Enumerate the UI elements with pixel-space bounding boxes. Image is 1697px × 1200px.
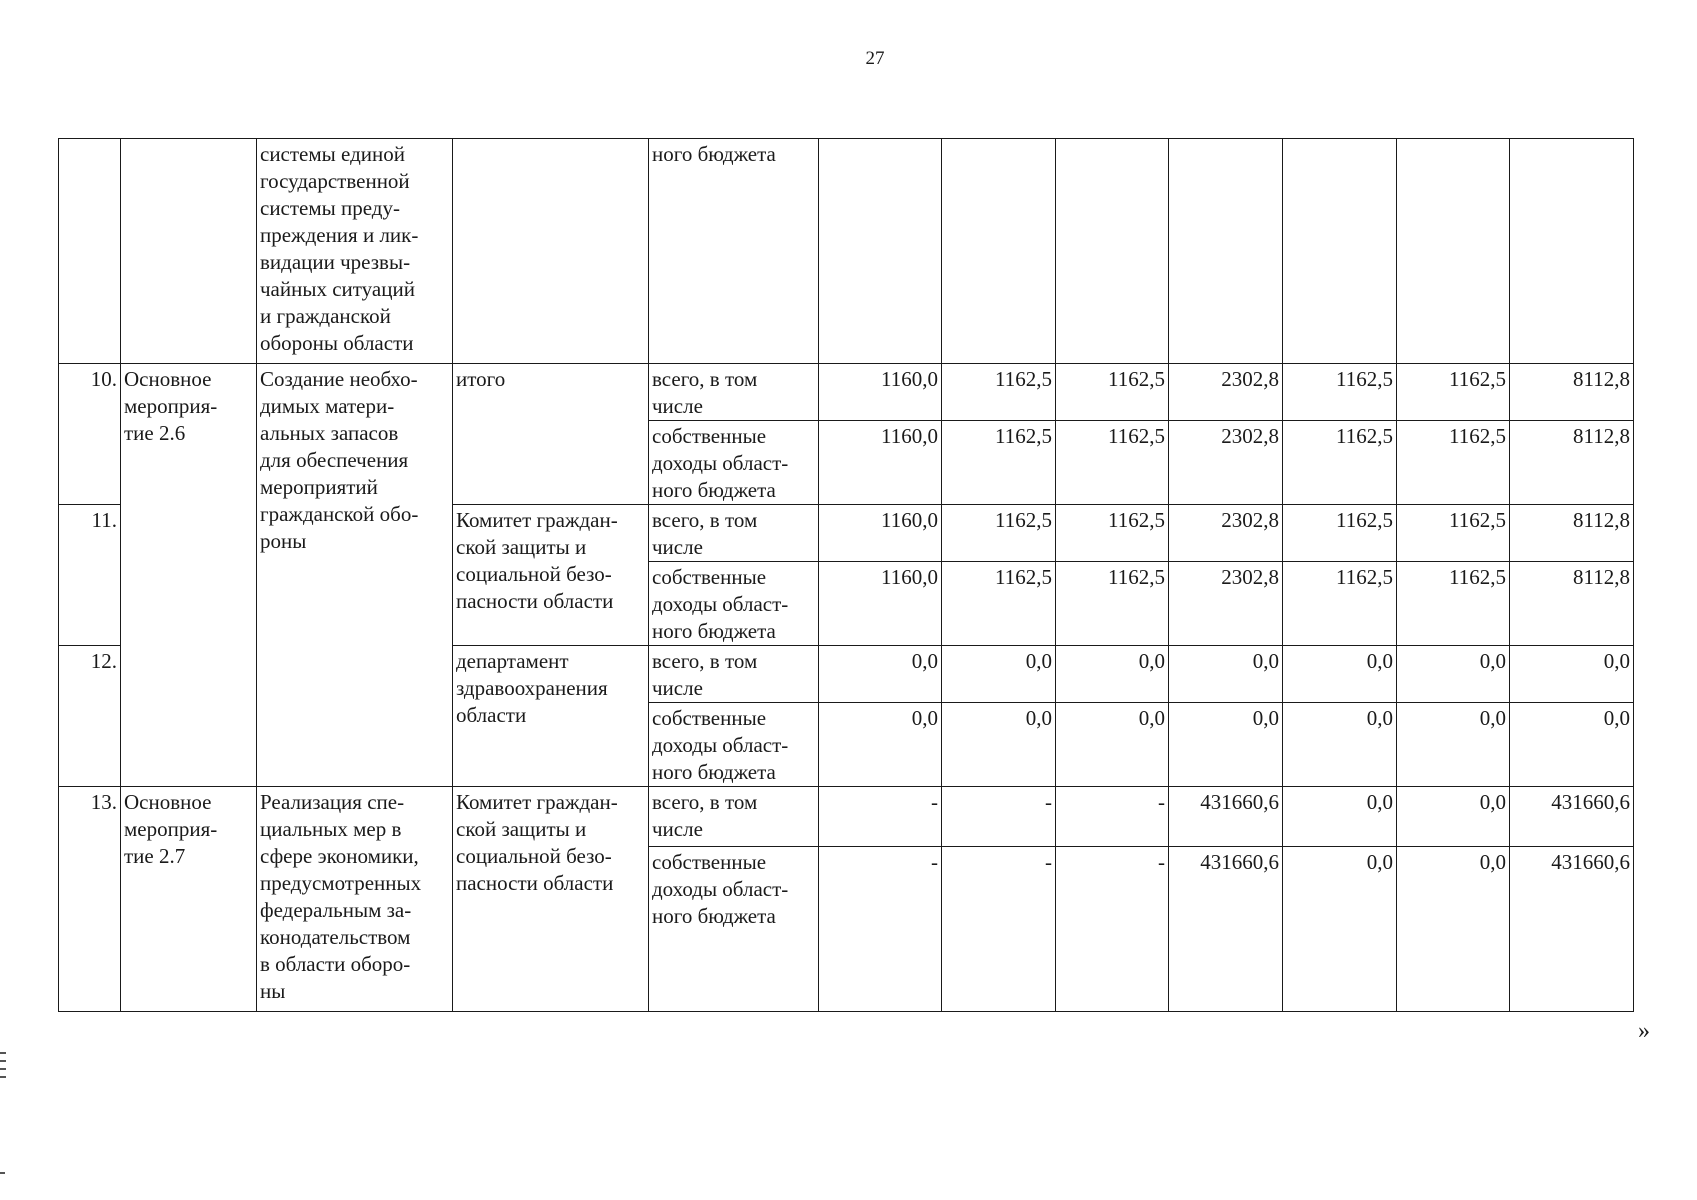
value-cell: 0,0 [819,703,942,787]
value-cell: - [819,847,942,1012]
executor-cell: департамент здравоохранения области [453,646,649,787]
funding-source-cell: ного бюджета [649,139,819,364]
value-cell: 0,0 [1283,847,1397,1012]
value-cell: 1160,0 [819,421,942,505]
value-cell: 1162,5 [1283,505,1397,562]
value-cell: 1160,0 [819,364,942,421]
total-value-cell: 0,0 [1510,646,1634,703]
value-cell: - [819,787,942,847]
value-cell: 0,0 [1397,847,1510,1012]
value-cell: 2302,8 [1169,364,1283,421]
value-cell: 431660,6 [1169,787,1283,847]
executor-cell: Комитет граждан- ской защиты и социальной безо- пасности области [453,505,649,646]
value-cell: 0,0 [1169,646,1283,703]
value-cell: 1162,5 [942,421,1056,505]
value-cell: 0,0 [1397,787,1510,847]
total-value-cell: 8112,8 [1510,421,1634,505]
funding-source-cell: собственные доходы област- ного бюджета [649,562,819,646]
code-cell: Основное мероприя- тие 2.7 [121,787,257,1012]
value-cell: - [1056,847,1169,1012]
table-row [59,139,1634,364]
value-cell: 0,0 [942,703,1056,787]
index-cell: 12. [59,646,121,787]
value-cell: 0,0 [1056,703,1169,787]
value-cell: 1162,5 [942,364,1056,421]
executor-cell [453,139,649,364]
index-cell: 11. [59,505,121,646]
value-cell: 0,0 [1397,703,1510,787]
total-value-cell: 8112,8 [1510,364,1634,421]
value-cell: 2302,8 [1169,562,1283,646]
table-row [59,787,1634,847]
value-cell: - [942,847,1056,1012]
value-cell: - [942,787,1056,847]
closing-quote-mark: » [1638,1018,1650,1044]
measure-name-cell: Создание необхо- димых матери- альных запасов для обеспечения мероприятий гражданской обо- роны [257,364,453,787]
total-value-cell: 431660,6 [1510,847,1634,1012]
value-cell: 1162,5 [1283,421,1397,505]
value-cell: 1160,0 [819,562,942,646]
scan-margin-marks [0,1052,6,1084]
scan-margin-dot [0,1172,5,1174]
index-cell [59,139,121,364]
index-cell: 13. [59,787,121,1012]
value-cell: 0,0 [1169,703,1283,787]
value-cell: 2302,8 [1169,421,1283,505]
code-cell [121,139,257,364]
executor-cell: итого [453,364,649,505]
value-cell: 1162,5 [1056,505,1169,562]
value-cell: 0,0 [1397,646,1510,703]
value-cell: 1162,5 [1283,562,1397,646]
value-cell: 1162,5 [1283,364,1397,421]
table-row [59,364,1634,421]
funding-source-cell: собственные доходы област- ного бюджета [649,847,819,1012]
measure-name-cell: Реализация спе- циальных мер в сфере экономики, предусмотренных федеральным за- конодательством в области оборо- ны [257,787,453,1012]
value-cell: 431660,6 [1169,847,1283,1012]
total-value-cell: 8112,8 [1510,505,1634,562]
value-cell: 0,0 [819,646,942,703]
total-value-cell: 0,0 [1510,703,1634,787]
funding-source-cell: всего, в том числе [649,364,819,421]
funding-source-cell: собственные доходы област- ного бюджета [649,703,819,787]
value-cell: 1162,5 [1397,505,1510,562]
value-cell: - [1056,787,1169,847]
funding-source-cell: всего, в том числе [649,646,819,703]
value-cell: 1162,5 [1397,364,1510,421]
executor-cell: Комитет граждан- ской защиты и социальной безо- пасности области [453,787,649,1012]
value-cell: 0,0 [1283,703,1397,787]
value-cell: 0,0 [1283,787,1397,847]
value-cell: 1162,5 [1056,364,1169,421]
total-value-cell: 431660,6 [1510,787,1634,847]
value-cell: 0,0 [942,646,1056,703]
value-cell: 1162,5 [1397,562,1510,646]
funding-source-cell: собственные доходы област- ного бюджета [649,421,819,505]
measure-name-cell: системы единой государственной системы преду- преждения и лик- видации чрезвы- чайных ситуаций и гражданской обороны области [257,139,453,364]
page-number: 27 [865,48,885,69]
value-cell: 1160,0 [819,505,942,562]
value-cell: 1162,5 [942,562,1056,646]
budget-table [58,138,1634,1012]
total-value-cell: 8112,8 [1510,562,1634,646]
value-cell: 1162,5 [1397,421,1510,505]
value-cell: 0,0 [1283,646,1397,703]
funding-source-cell: всего, в том числе [649,787,819,847]
value-cell: 1162,5 [1056,421,1169,505]
value-cell: 1162,5 [942,505,1056,562]
value-cell: 1162,5 [1056,562,1169,646]
funding-source-cell: всего, в том числе [649,505,819,562]
index-cell: 10. [59,364,121,505]
value-cell: 2302,8 [1169,505,1283,562]
value-cell: 0,0 [1056,646,1169,703]
code-cell: Основное мероприя- тие 2.6 [121,364,257,787]
